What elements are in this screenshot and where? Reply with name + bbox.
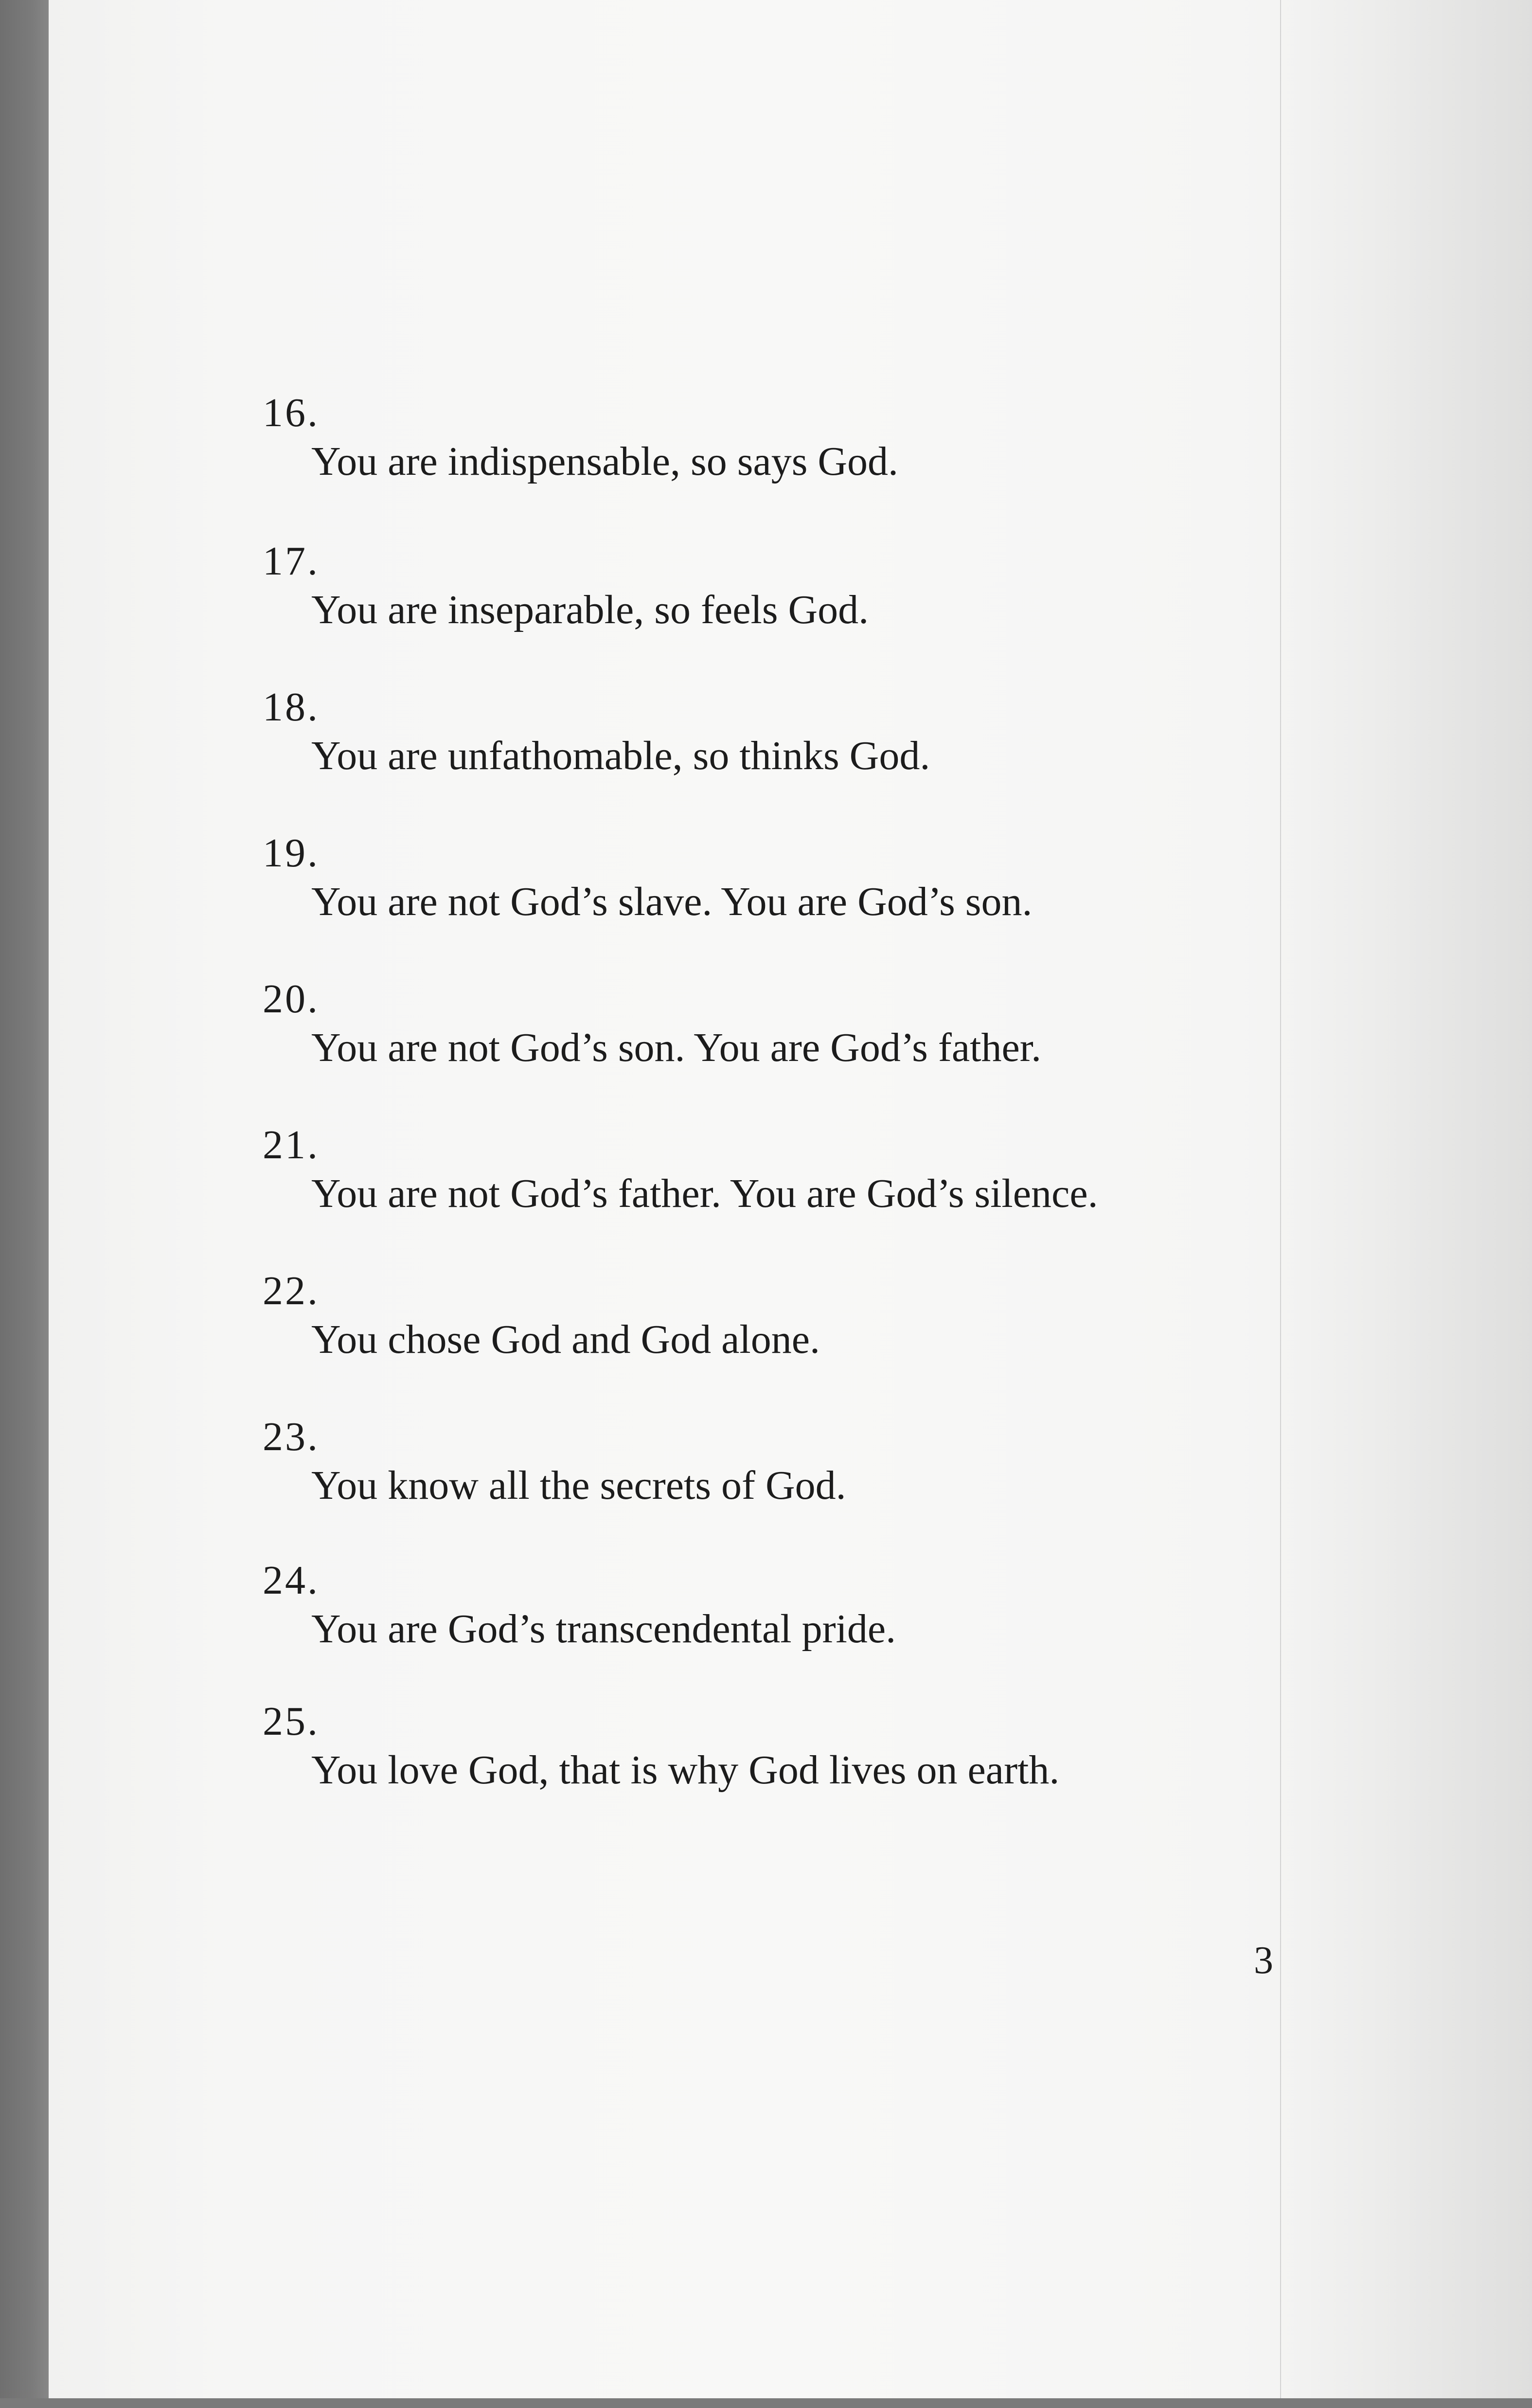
verse-text: You love God, that is why God lives on earth. <box>311 1747 1060 1793</box>
verse-number: 22. <box>263 1268 320 1313</box>
verse-text: You are not God’s father. You are God’s silence. <box>311 1171 1098 1216</box>
verse-number: 24. <box>263 1558 320 1603</box>
verse-text: You know all the secrets of God. <box>311 1463 846 1508</box>
verse-number: 18. <box>263 684 320 730</box>
verse-number: 16. <box>263 390 320 435</box>
verse-number: 20. <box>263 976 320 1022</box>
page-number: 3 <box>1254 1939 1273 1982</box>
verse-text: You are not God’s son. You are God’s father. <box>311 1025 1042 1070</box>
verse-number: 23. <box>263 1414 320 1459</box>
verse-number: 21. <box>263 1122 320 1168</box>
verse-number: 25. <box>263 1699 320 1744</box>
verse-text: You are indispensable, so says God. <box>311 439 899 484</box>
verse-text: You are God’s transcendental pride. <box>311 1606 896 1652</box>
verse-text: You are inseparable, so feels God. <box>311 587 869 632</box>
verse-text: You are unfathomable, so thinks God. <box>311 733 930 778</box>
verse-text: You chose God and God alone. <box>311 1317 820 1362</box>
verse-number: 17. <box>263 539 320 584</box>
verse-number: 19. <box>263 830 320 876</box>
verse-text: You are not God’s slave. You are God’s son. <box>311 879 1033 924</box>
